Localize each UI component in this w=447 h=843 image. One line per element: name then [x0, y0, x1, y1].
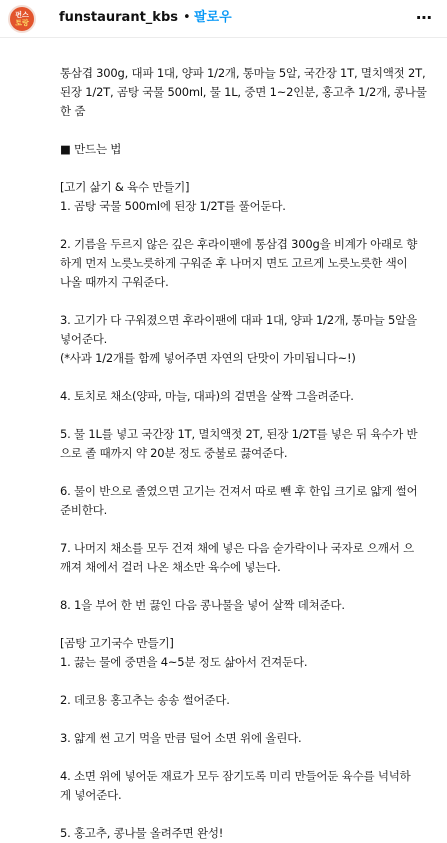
ingredients-line: 통삼겹 300g, 대파 1대, 양파 1/2개, 통마늘 5알, 국간장 1T, 멸치액젓 2T,	[60, 66, 426, 80]
ingredients-line: 한 줌	[60, 104, 86, 118]
step-line: 3. 얇게 썬 고기 먹을 만큼 덜어 소면 위에 올린다.	[60, 731, 302, 745]
step-line: 깨져 채에서 걸러 나온 채소만 육수에 넣는다.	[60, 560, 281, 574]
more-dots-icon[interactable]: ⋯	[416, 8, 432, 27]
step-line: 2. 데코용 홍고추는 송송 썰어준다.	[60, 693, 230, 707]
step-line: 7. 나머지 채소를 모두 건져 채에 넣은 다음 숟가락이나 국자로 으깨서 으	[60, 541, 415, 555]
method-heading: ■ 만드는 법	[60, 142, 122, 156]
step-line: 넣어준다.	[60, 332, 108, 346]
avatar-logo-text-top: 펀스	[15, 11, 29, 19]
section-heading: [곰탕 고기국수 만들기]	[60, 636, 174, 650]
profile-avatar[interactable]	[8, 5, 36, 33]
step-line: 8. 1을 부어 한 번 끓인 다음 콩나물을 넣어 살짝 데쳐준다.	[60, 598, 345, 612]
step-line: 게 넣어준다.	[60, 788, 122, 802]
step-line: 4. 소면 위에 넣어둔 재료가 모두 잠기도록 미리 만들어둔 육수를 넉넉하	[60, 769, 411, 783]
step-line: 6. 물이 반으로 졸였으면 고기는 건져서 따로 뺀 후 한입 크기로 얇게 썰어	[60, 484, 418, 498]
step-line: 으로 졸 때까지 약 20분 정도 중불로 끓여준다.	[60, 446, 288, 460]
post-caption	[60, 64, 440, 843]
step-line: 하게 먼저 노릇노릇하게 구워준 후 나머지 면도 고르게 노릇노릇한 색이	[60, 256, 408, 270]
separator-dot: •	[183, 10, 191, 25]
step-line: 1. 곰탕 국물 500ml에 된장 1/2T를 풀어둔다.	[60, 199, 286, 213]
step-line: 5. 물 1L를 넣고 국간장 1T, 멸치액젓 2T, 된장 1/2T를 넣은 뒤 육수가 반	[60, 427, 418, 441]
username-link[interactable]: funstaurant_kbs	[59, 10, 178, 25]
step-line: 5. 홍고추, 콩나물 올려주면 완성!	[60, 826, 224, 840]
step-line: 1. 끓는 물에 중면을 4~5분 정도 삶아서 건져둔다.	[60, 655, 308, 669]
section-heading: [고기 삶기 & 육수 만들기]	[60, 180, 190, 194]
step-line: 4. 토치로 채소(양파, 마늘, 대파)의 겉면을 살짝 그을려준다.	[60, 389, 354, 403]
avatar-logo-text-bottom: 토랑	[15, 19, 29, 27]
step-line: 나올 때까지 구워준다.	[60, 275, 169, 289]
step-line: 3. 고기가 다 구워졌으면 후라이팬에 대파 1대, 양파 1/2개, 통마늘 5알을	[60, 313, 417, 327]
step-line: 준비한다.	[60, 503, 108, 517]
step-line: 2. 기름을 두르지 않은 깊은 후라이팬에 통삼겹 300g을 비계가 아래로 향	[60, 237, 418, 251]
step-line: (*사과 1/2개를 함께 넣어주면 자연의 단맛이 가미됩니다~!)	[60, 351, 356, 365]
follow-button[interactable]: 팔로우	[194, 10, 232, 25]
post-header	[0, 0, 447, 38]
ingredients-line: 된장 1/2T, 곰탕 국물 500ml, 물 1L, 중면 1~2인분, 홍고추 1/2개, 콩나물	[60, 85, 427, 99]
